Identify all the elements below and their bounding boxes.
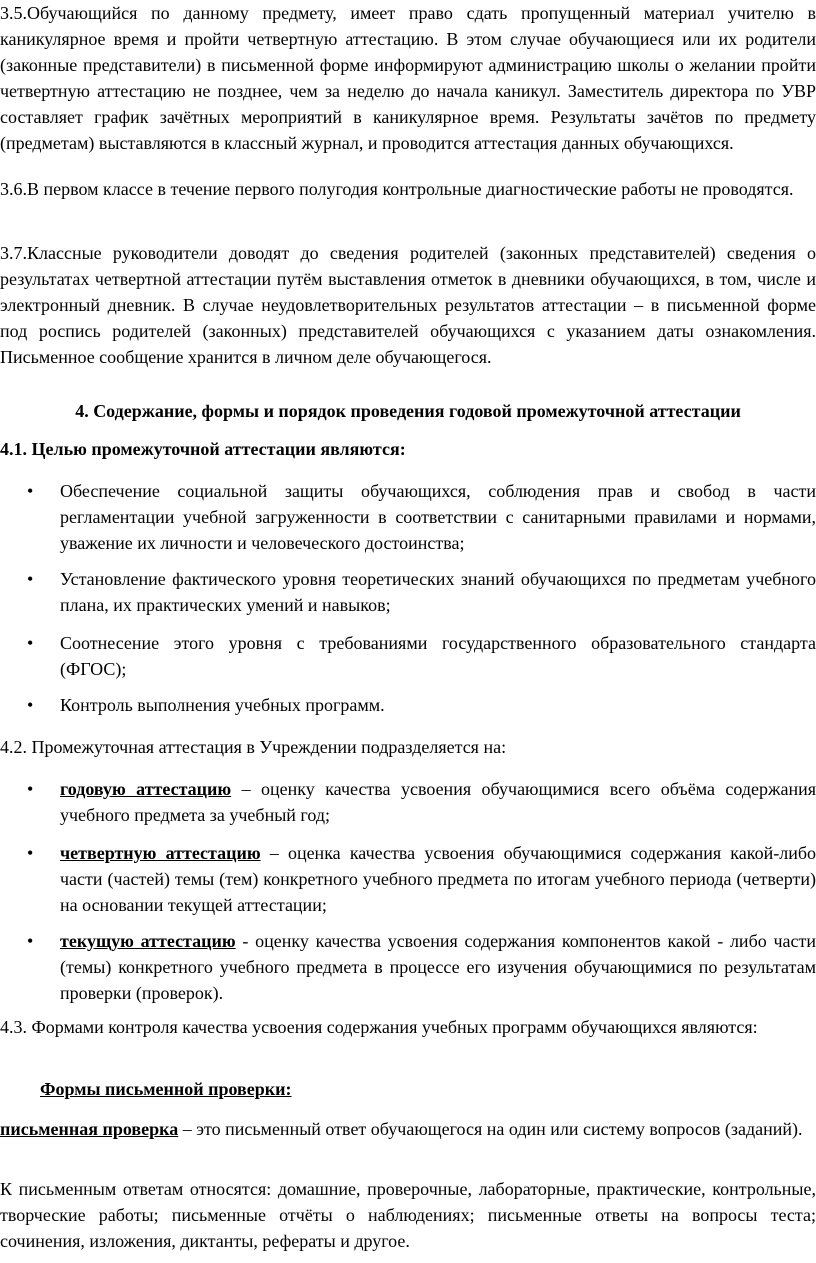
attestation-type-term: текущую аттестацию — [60, 931, 236, 951]
paragraph-3-5: 3.5.Обучающийся по данному предмету, имеет право сдать пропущенный материал учителю в каникулярное время и пройти четвертную аттестацию. В этом случае обучающиеся или их родители (законные представители) в письменной форме информируют администрацию школы о желании пройти четвертную аттестацию не позднее, чем за неделю до начала каникул. Заместитель директора по УВР составляет график зачётных мероприятий в каникулярное время. Результаты зачётов по предмету (предметам) выставляются в классный журнал, и проводится аттестация данных обучающихся. — [0, 3, 816, 153]
bullet-icon: • — [27, 481, 34, 501]
attestation-type-item — [27, 776, 816, 828]
forms-heading: Формы письменной проверки: — [40, 1079, 292, 1099]
attestation-type-term: четвертную аттестацию — [60, 843, 261, 863]
paragraph-3-7: 3.7.Классные руководители доводят до сведения родителей (законных представителей) сведения о результатах четвертной аттестации путём выставления отметок в дневники обучающихся, в том, числе и электронный дневник. В случае неудовлетворительных результатов аттестации – в письменной форме под роспись родителей (законных) представителей обучающихся с указанием даты ознакомления. Письменное сообщение хранится в личном деле обучающегося. — [0, 243, 816, 367]
heading-4-1: 4.1. Целью промежуточной аттестации являются: — [0, 439, 406, 459]
attestation-type-item — [27, 840, 816, 918]
written-check-term: письменная проверка — [0, 1119, 179, 1139]
goal-text: Контроль выполнения учебных программ. — [60, 695, 385, 715]
attestation-type-desc: – оценка качества усвоения обучающимися содержания какой-либо части (частей) темы (тем) конкретного учебного предмета по итогам учебного периода (четверти) на основании текущей аттестации; — [60, 843, 816, 915]
bullet-icon: • — [27, 633, 34, 653]
goal-item — [27, 630, 816, 682]
paragraph-4-2: 4.2. Промежуточная аттестация в Учреждении подразделяется на: — [0, 737, 507, 757]
written-check-definition — [0, 1116, 816, 1142]
attestation-type-term: годовую аттестацию — [60, 779, 232, 799]
paragraph-3-6: 3.6.В первом классе в течение первого полугодия контрольные диагностические работы не проводятся. — [0, 179, 794, 199]
paragraph-4-3: 4.3. Формами контроля качества усвоения содержания учебных программ обучающихся являются: — [0, 1017, 758, 1037]
written-check-text: – это письменный ответ обучающегося на один или систему вопросов (заданий). — [178, 1119, 803, 1139]
bullet-icon: • — [27, 779, 34, 799]
goal-text: Соотнесение этого уровня с требованиями государственного образовательного стандарта (ФГОС); — [60, 633, 816, 679]
goal-item — [27, 566, 816, 618]
goal-item — [27, 692, 816, 718]
bullet-icon: • — [27, 843, 34, 863]
bullet-icon: • — [27, 931, 34, 951]
attestation-type-desc: - оценку качества усвоения содержания компонентов какой - либо части (темы) конкретного учебного предмета в процессе его изучения обучающимися по результатам проверки (проверок). — [60, 931, 816, 1003]
bullet-icon: • — [27, 569, 34, 589]
written-examples: К письменным ответам относятся: домашние, проверочные, лабораторные, практические, контрольные, творческие работы; письменные отчёты о наблюдениях; письменные ответы на вопросы теста; сочинения, изложения, диктанты, рефераты и другое. — [0, 1179, 816, 1251]
section-4-title: 4. Содержание, формы и порядок проведения годовой промежуточной аттестации — [75, 401, 741, 421]
goal-text: Обеспечение социальной защиты обучающихся, соблюдения прав и свобод в части регламентации учебной загруженности в соответствии с санитарными правилами и нормами, уважение их личности и человеческого достоинства; — [60, 481, 816, 553]
goal-item — [27, 478, 816, 556]
goal-text: Установление фактического уровня теоретических знаний обучающихся по предметам учебного плана, их практических умений и навыков; — [60, 569, 816, 615]
attestation-type-desc: – оценку качества усвоения обучающимися всего объёма содержания учебного предмета за учебный год; — [60, 779, 816, 825]
attestation-type-item — [27, 928, 816, 1006]
bullet-icon: • — [27, 695, 34, 715]
